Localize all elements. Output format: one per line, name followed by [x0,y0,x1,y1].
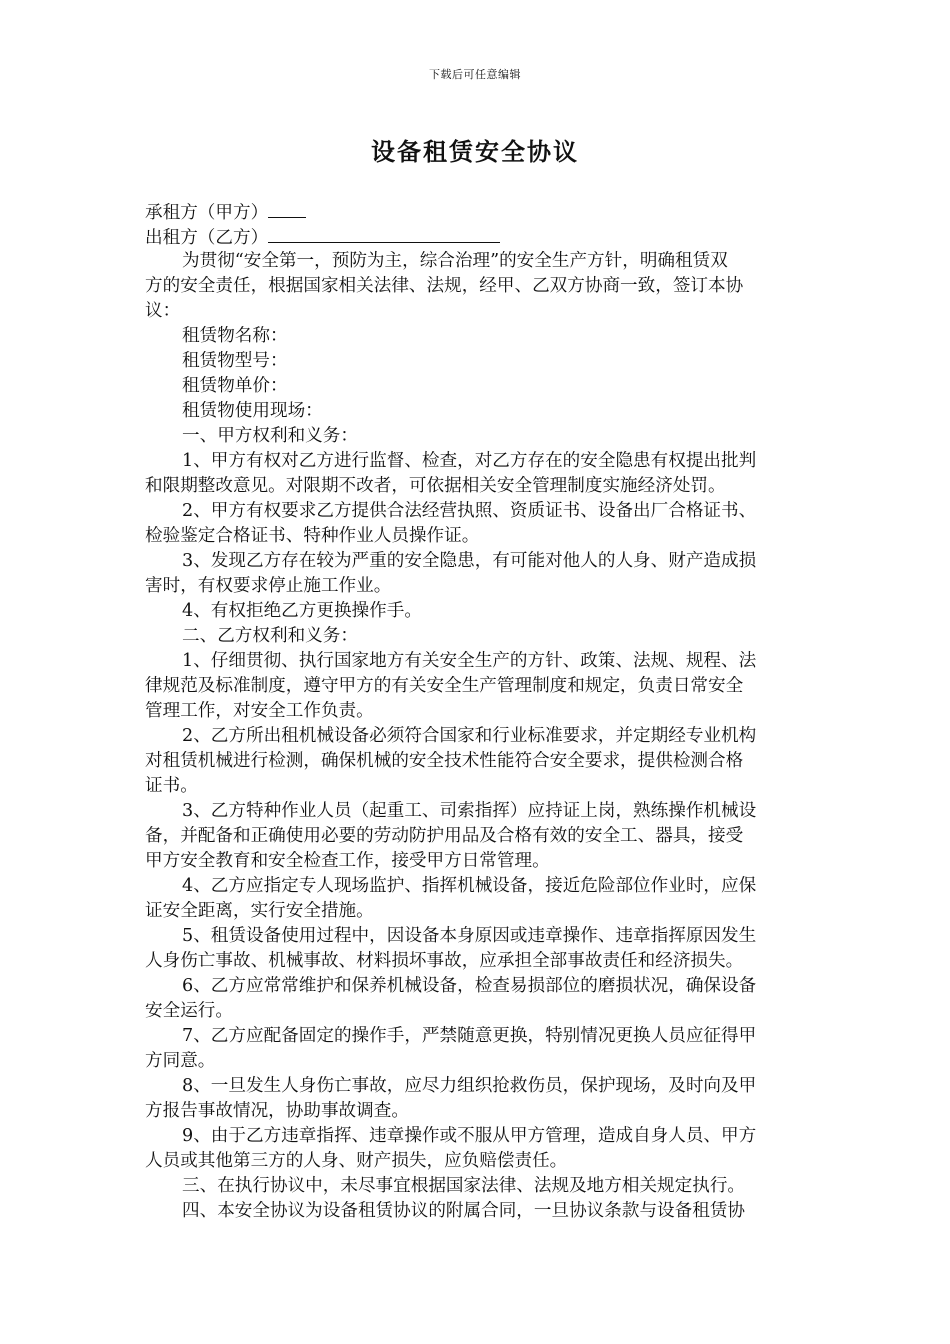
clause-line: 备，并配备和正确使用必要的劳动防护用品及合格有效的安全工、器具，接受 [145,826,744,846]
section-heading-party-b: 二、乙方权利和义务： [182,626,358,646]
clause-line: 6、乙方应常常维护和保养机械设备，检查易损部位的磨损状况，确保设备 [182,976,757,996]
intro-line: 议： [145,301,181,321]
lessor-blank [268,224,500,243]
party-b-item [145,649,807,724]
lessor-label: 出租方（乙方） [145,228,269,248]
clause-four: 四、本安全协议为设备租赁协议的附属合同，一旦协议条款与设备租赁协 [182,1201,746,1221]
clause-line: 人员或其他第三方的人身、财产损失，应负赔偿责任。 [145,1151,568,1171]
party-b-item [145,874,807,924]
clause-line: 安全运行。 [145,1001,233,1021]
field-item-model: 租赁物型号： [182,351,288,371]
clause-three: 三、在执行协议中，未尽事宜根据国家法律、法规及地方相关规定执行。 [182,1176,746,1196]
clause-line: 3、乙方特种作业人员（起重工、司索指挥）应持证上岗，熟练操作机械设 [182,801,757,821]
lessor-line [145,224,807,249]
clause-line: 和限期整改意见。对限期不改者，可依据相关安全管理制度实施经济处罚。 [145,476,726,496]
clause-line: 4、有权拒绝乙方更换操作手。 [182,601,422,621]
party-b-item [145,799,807,874]
party-a-item [145,499,807,549]
party-b-item [145,1024,807,1074]
agreement-body [145,199,807,1224]
lessee-blank [268,199,306,218]
clause-line: 8、一旦发生人身伤亡事故，应尽力组织抢救伤员，保护现场，及时向及甲 [182,1076,757,1096]
header-note: 下载后可任意编辑 [429,68,521,81]
clause-line: 律规范及标准制度，遵守甲方的有关安全生产管理制度和规定，负责日常安全 [145,676,744,696]
clause-line: 4、乙方应指定专人现场监护、指挥机械设备，接近危险部位作业时，应保 [182,876,757,896]
clause-line: 9、由于乙方违章指挥、违章操作或不服从甲方管理，造成自身人员、甲方 [182,1126,757,1146]
clause-line: 检验鉴定合格证书、特种作业人员操作证。 [145,526,480,546]
clause-line: 对租赁机械进行检测，确保机械的安全技术性能符合安全要求，提供检测合格 [145,751,744,771]
clause-line: 方报告事故情况，协助事故调查。 [145,1101,409,1121]
clause-line: 证书。 [145,776,198,796]
clause-line: 人身伤亡事故、机械事故、材料损坏事故，应承担全部事故责任和经济损失。 [145,951,744,971]
section-heading-party-a: 一、甲方权利和义务： [182,426,358,446]
clause-line: 3、发现乙方存在较为严重的安全隐患，有可能对他人的人身、财产造成损 [182,551,757,571]
clause-line: 甲方安全教育和安全检查工作，接受甲方日常管理。 [145,851,550,871]
clause-line: 2、乙方所出租机械设备必须符合国家和行业标准要求，并定期经专业机构 [182,726,757,746]
lessee-label: 承租方（甲方） [145,203,269,223]
clause-line: 管理工作，对安全工作负责。 [145,701,374,721]
party-a-item [145,449,807,499]
party-a-item [145,599,807,624]
party-b-item [145,924,807,974]
field-item-site: 租赁物使用现场： [182,401,323,421]
clause-line: 2、甲方有权要求乙方提供合法经营执照、资质证书、设备出厂合格证书、 [182,501,757,521]
clause-line: 1、甲方有权对乙方进行监督、检查，对乙方存在的安全隐患有权提出批判 [182,451,757,471]
party-b-item [145,1124,807,1174]
lessee-line [145,199,807,224]
party-b-item [145,724,807,799]
intro-line: 为贯彻“安全第一，预防为主，综合治理”的安全生产方针，明确租赁双 [182,251,728,271]
clause-line: 害时，有权要求停止施工作业。 [145,576,392,596]
field-item-name: 租赁物名称： [182,326,288,346]
clause-line: 方同意。 [145,1051,216,1071]
party-b-item [145,1074,807,1124]
intro-line: 方的安全责任，根据国家相关法律、法规，经甲、乙双方协商一致，签订本协 [145,276,744,296]
clause-line: 1、仔细贯彻、执行国家地方有关安全生产的方针、政策、法规、规程、法 [182,651,757,671]
clause-line: 证安全距离，实行安全措施。 [145,901,374,921]
clause-line: 5、租赁设备使用过程中，因设备本身原因或违章操作、违章指挥原因发生 [182,926,757,946]
field-item-price: 租赁物单价： [182,376,288,396]
intro-paragraph [145,249,807,324]
document-title: 设备租赁安全协议 [371,138,579,166]
party-a-item [145,549,807,599]
clause-line: 7、乙方应配备固定的操作手，严禁随意更换，特别情况更换人员应征得甲 [182,1026,757,1046]
party-b-item [145,974,807,1024]
